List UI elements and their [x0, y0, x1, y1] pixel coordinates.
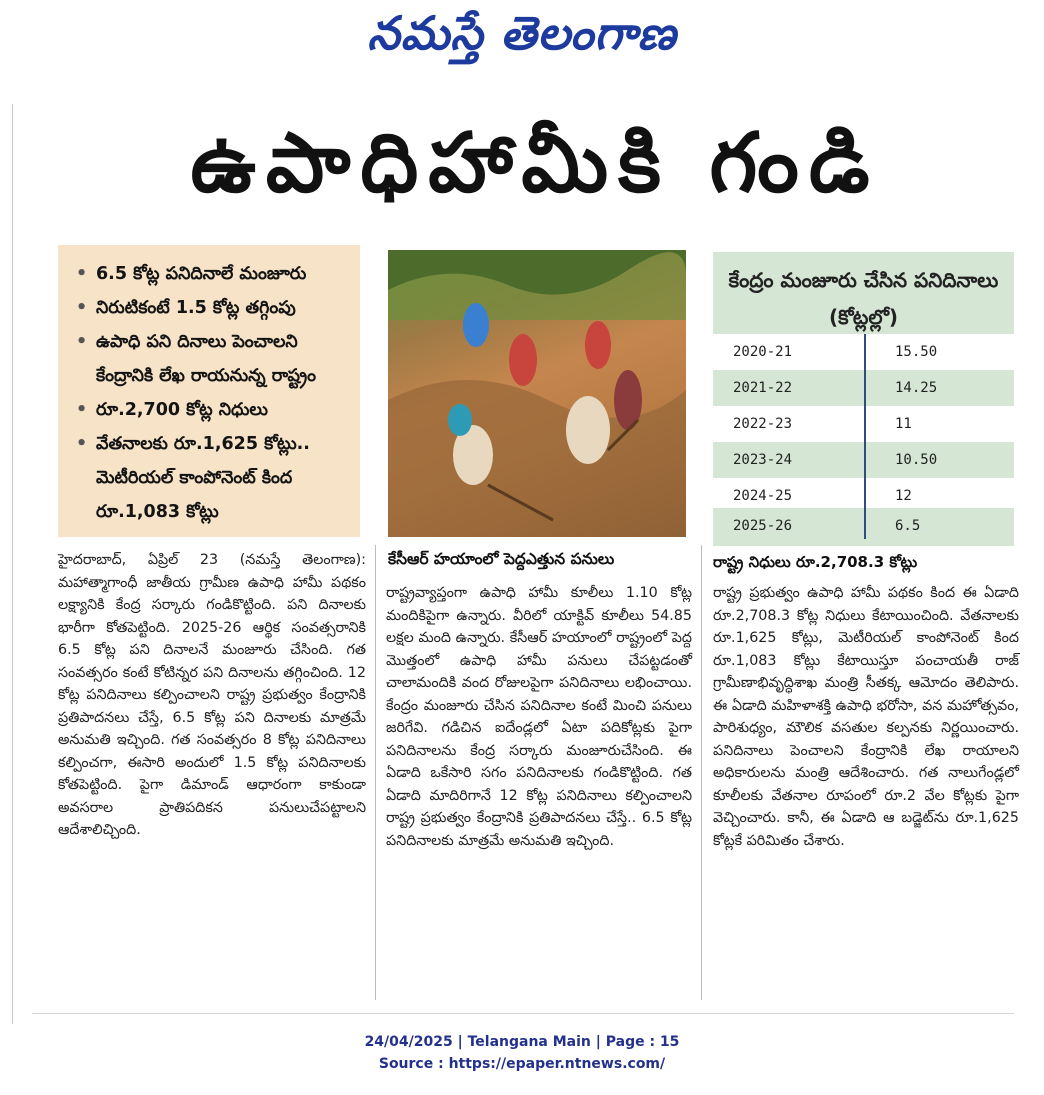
article-column-1: హైదరాబాద్, ఏప్రిల్ 23 (నమస్తే తెలంగాణ): మహాత్మాగాంధీ జాతీయ గ్రామీణ ఉపాధి హామీ పథకం లక్ష్యానికి కేంద్ర సర్కారు గండికొట్టింది. పని దినాలకు భారీగా కోతపెట్టింది. 2025-26 ఆర్థిక సంవత్సరానికి 6.5 కోట్ల పని దినాలనే మంజూరు చేసింది. గత సంవత్సరం కంటే కోటిన్నర పని దినాలను తగ్గించింది. 12 కోట్ల పనిదినాలు కల్పించాలని రాష్ట్ర ప్రభుత్వం కేంద్రానికి ప్రతిపాదనలు చేస్తే, 6.5 కోట్ల పని దినాలకు మాత్రమే అనుమతి ఇచ్చింది. గత సంవత్సరం 8 కోట్ల పనిదినాలు కల్పించగా, ఈసారి అందులో 1.5 కోట్ల పనిదినాలకు కోతపెట్టింది. పైగా డిమాండ్ ఆధారంగా కాకుండా అవసరాల ప్రాతిపదికన పనులుచేపట్టాలని ఆదేశాలిచ్చింది. [58, 552, 366, 838]
table-column-divider [864, 334, 866, 539]
table-value: 10.50 [895, 452, 938, 468]
column-divider [375, 545, 376, 1000]
page-edge-rule [12, 104, 13, 1024]
workers-photo-illustration [388, 250, 686, 537]
table-value: 12 [895, 488, 912, 504]
subheading-state-funds: రాష్ట్ర నిధులు రూ.2,708.3 కోట్లు [713, 553, 918, 571]
footer-rule [32, 1013, 1014, 1014]
highlights-box [58, 245, 360, 537]
table-value: 14.25 [895, 380, 938, 396]
masthead-logo: నమస్తే తెలంగాణ [367, 6, 677, 60]
article-column-3: రాష్ట్ర ప్రభుత్వం ఉపాధి హామీ పథకం కింద ఈ ఏడాది రూ.2,708.3 కోట్ల నిధులు కేటాయించింది. వేతనాలకు రూ.1,625 కోట్లు, మెటీరియల్ కాంపోనెంట్ కింద రూ.1,083 కోట్లు కేటాయిస్తూ పంచాయతీ రాజ్ గ్రామీణాభివృద్ధిశాఖ మంత్రి సీతక్క ఆమోదం తెలిపారు. ఈ ఏడాది మహిళాశక్తి ఉపాధి భరోసా, వన మహోత్సవం, పారిశుధ్యం, మౌలిక వసతుల కల్పనకు నిర్ణయించారు. పనిదినాలు పెంచాలని కేంద్రానికి లేఖ రాయాలని అధికారులను మంత్రి ఆదేశించారు. గత నాలుగేండ్లలో కూలీలకు వేతనాల రూపంలో రూ.2 వేల కోట్లకు పైగా వెచ్చించారు. కానీ, ఈ ఏడాది ఆ బడ్జెట్‌ను రూ.1,625 కోట్లకే పరిమితం చేశారు. [713, 585, 1019, 849]
table-year: 2025-26 [733, 518, 793, 534]
table-value: 11 [895, 416, 912, 432]
table-year: 2024-25 [733, 488, 793, 504]
highlight-item: • ఉపాధి పని దినాలు పెంచాలని కేంద్రానికి లేఖ రాయనున్న రాష్ట్రం [74, 325, 352, 393]
article-column-2: రాష్ట్రవ్యాప్తంగా ఉపాధి హామీ కూలీలు 1.10 కోట్ల మందికిపైగా ఉన్నారు. వీరిలో యాక్టివ్ కూలీలు 54.85 లక్షల మంది ఉన్నారు. కేసీఆర్ హయాంలో రాష్ట్రంలో పెద్ద మొత్తంలో ఉపాధి హామీ పనులు చేపట్టడంతో చాలామందికి వంద రోజులపైగా పనిదినాలు లభించాయి. కేంద్రం మంజూరు చేసిన పనిదినాల కంటే మించి పనులు జరిగేవి. గడిచిన ఐదేండ్లలో ఏటా పదికోట్లకు పైగా పనిదినాలను కేంద్ర సర్కారు మంజూరుచేసింది. ఈ ఏడాది ఒకేసారి సగం పనిదినాలకు గండికొట్టింది. గత ఏడాది మాదిరిగానే 12 కోట్ల పనిదినాలు కల్పించాలని రాష్ట్ర ప్రభుత్వం కేంద్రానికి ప్రతిపాదనలు చేస్తే.. 6.5 కోట్ల పనిదినాలకు మాత్రమే అనుమతి ఇచ్చింది. [386, 585, 692, 849]
highlight-item: • నిరుటికంటే 1.5 కోట్ల తగ్గింపు [74, 291, 352, 325]
footer-date-page: 24/04/2025 | Telangana Main | Page : 15 [364, 1034, 680, 1050]
highlight-item: • రూ.2,700 కోట్ల నిధులు [74, 393, 352, 427]
table-value: 15.50 [895, 344, 938, 360]
table-year: 2021-22 [733, 380, 793, 396]
table-year: 2022-23 [733, 416, 793, 432]
photo-caption: కేసీఆర్ హయాంలో పెద్దఎత్తున పనులు [388, 550, 615, 568]
highlight-item: • 6.5 కోట్ల పనిదినాలే మంజూరు [74, 257, 352, 291]
footer [0, 1031, 1044, 1075]
table-year: 2020-21 [733, 344, 793, 360]
footer-source-link[interactable]: Source : https://epaper.ntnews.com/ [378, 1056, 666, 1072]
headline: ఉపాధిహామీకి గండి [190, 116, 880, 211]
column-divider [701, 545, 702, 1000]
table-year: 2023-24 [733, 452, 793, 468]
table-title: కేంద్రం మంజూరు చేసిన పనిదినాలు (కోట్లల్లో) [728, 268, 999, 329]
highlight-item: • వేతనాలకు రూ.1,625 కోట్లు.. మెటీరియల్ కాంపోనెంట్ కింద రూ.1,083 కోట్లు [74, 427, 352, 529]
news-photo [388, 250, 686, 537]
table-value: 6.5 [895, 518, 921, 534]
